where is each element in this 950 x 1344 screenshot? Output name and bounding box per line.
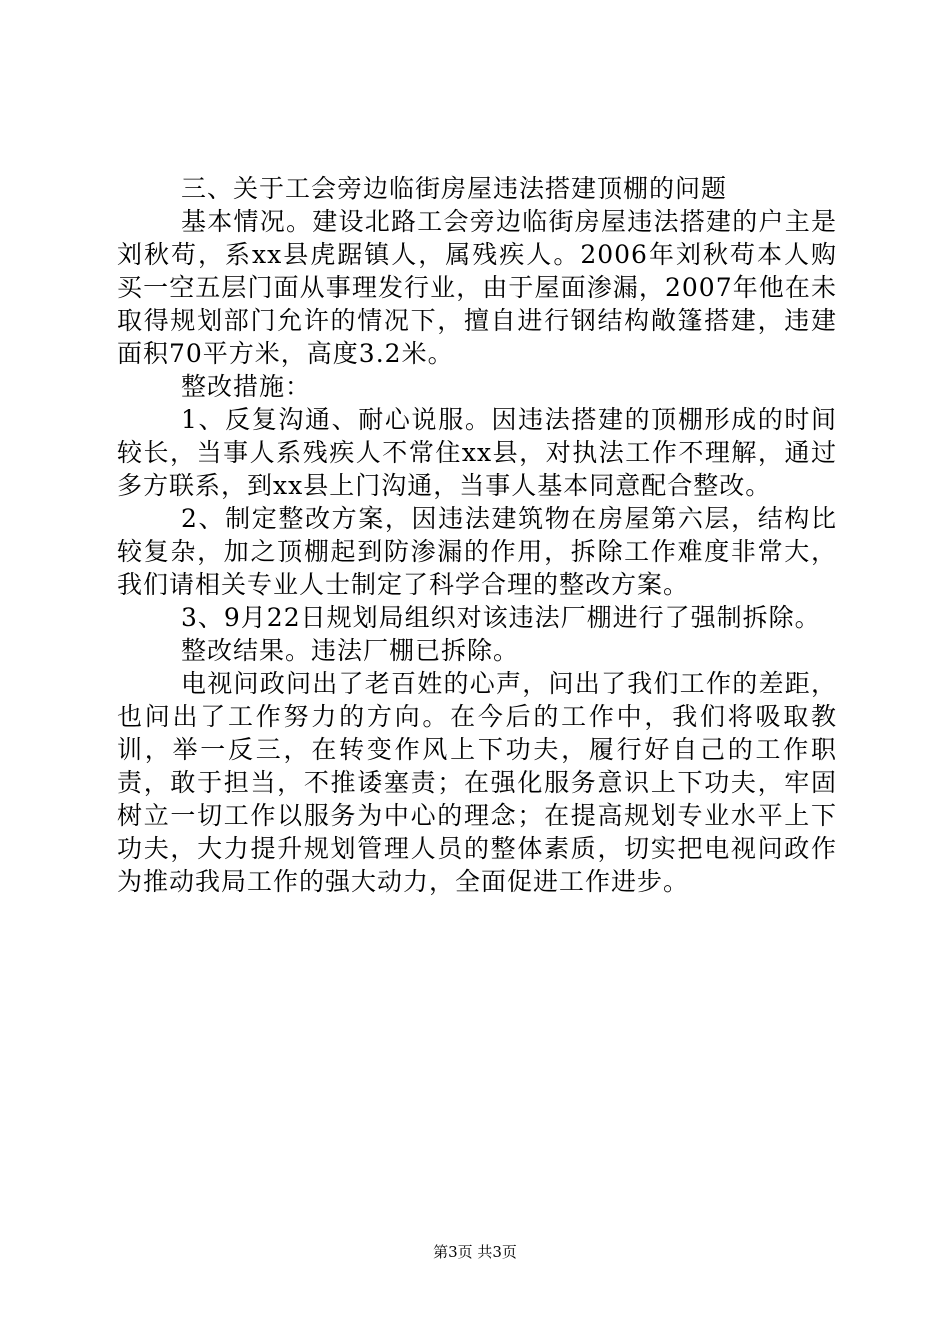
paragraph-basic-situation: 基本情况。建设北路工会旁边临街房屋违法搭建的户主是刘秋苟，系xx县虎踞镇人，属残疾人。2006年刘秋苟本人购买一空五层门面从事理发行业，由于屋面渗漏，2007年他在未取得规划部门允许的情况下，擅自进行钢结构敞篷搭建，违建面积70平方米，高度3.2米。 xyxy=(117,207,837,368)
paragraph-measure-3: 3、9月22日规划局组织对该违法厂棚进行了强制拆除。 xyxy=(181,603,821,632)
paragraph-result: 整改结果。违法厂棚已拆除。 xyxy=(181,636,520,665)
paragraph-measures-heading: 整改措施： xyxy=(181,372,312,401)
page-number-footer: 第3页 共3页 xyxy=(433,1243,517,1261)
document-body xyxy=(117,172,837,898)
section-heading: 三、关于工会旁边临街房屋违法搭建顶棚的问题 xyxy=(181,174,728,203)
paragraph-conclusion: 电视问政问出了老百姓的心声，问出了我们工作的差距，也问出了工作努力的方向。在今后的工作中，我们将吸取教训，举一反三，在转变作风上下功夫，履行好自己的工作职责，敢于担当，不推诿塞责；在强化服务意识上下功夫，牢固树立一切工作以服务为中心的理念；在提高规划专业水平上下功夫，大力提升规划管理人员的整体素质，切实把电视问政作为推动我局工作的强大动力，全面促进工作进步。 xyxy=(117,669,837,896)
paragraph-measure-2: 2、制定整改方案，因违法建筑物在房屋第六层，结构比较复杂，加之顶棚起到防渗漏的作用，拆除工作难度非常大，我们请相关专业人士制定了科学合理的整改方案。 xyxy=(117,504,837,599)
paragraph-measure-1: 1、反复沟通、耐心说服。因违法搭建的顶棚形成的时间较长，当事人系残疾人不常住xx县，对执法工作不理解，通过多方联系，到xx县上门沟通，当事人基本同意配合整改。 xyxy=(117,405,837,500)
